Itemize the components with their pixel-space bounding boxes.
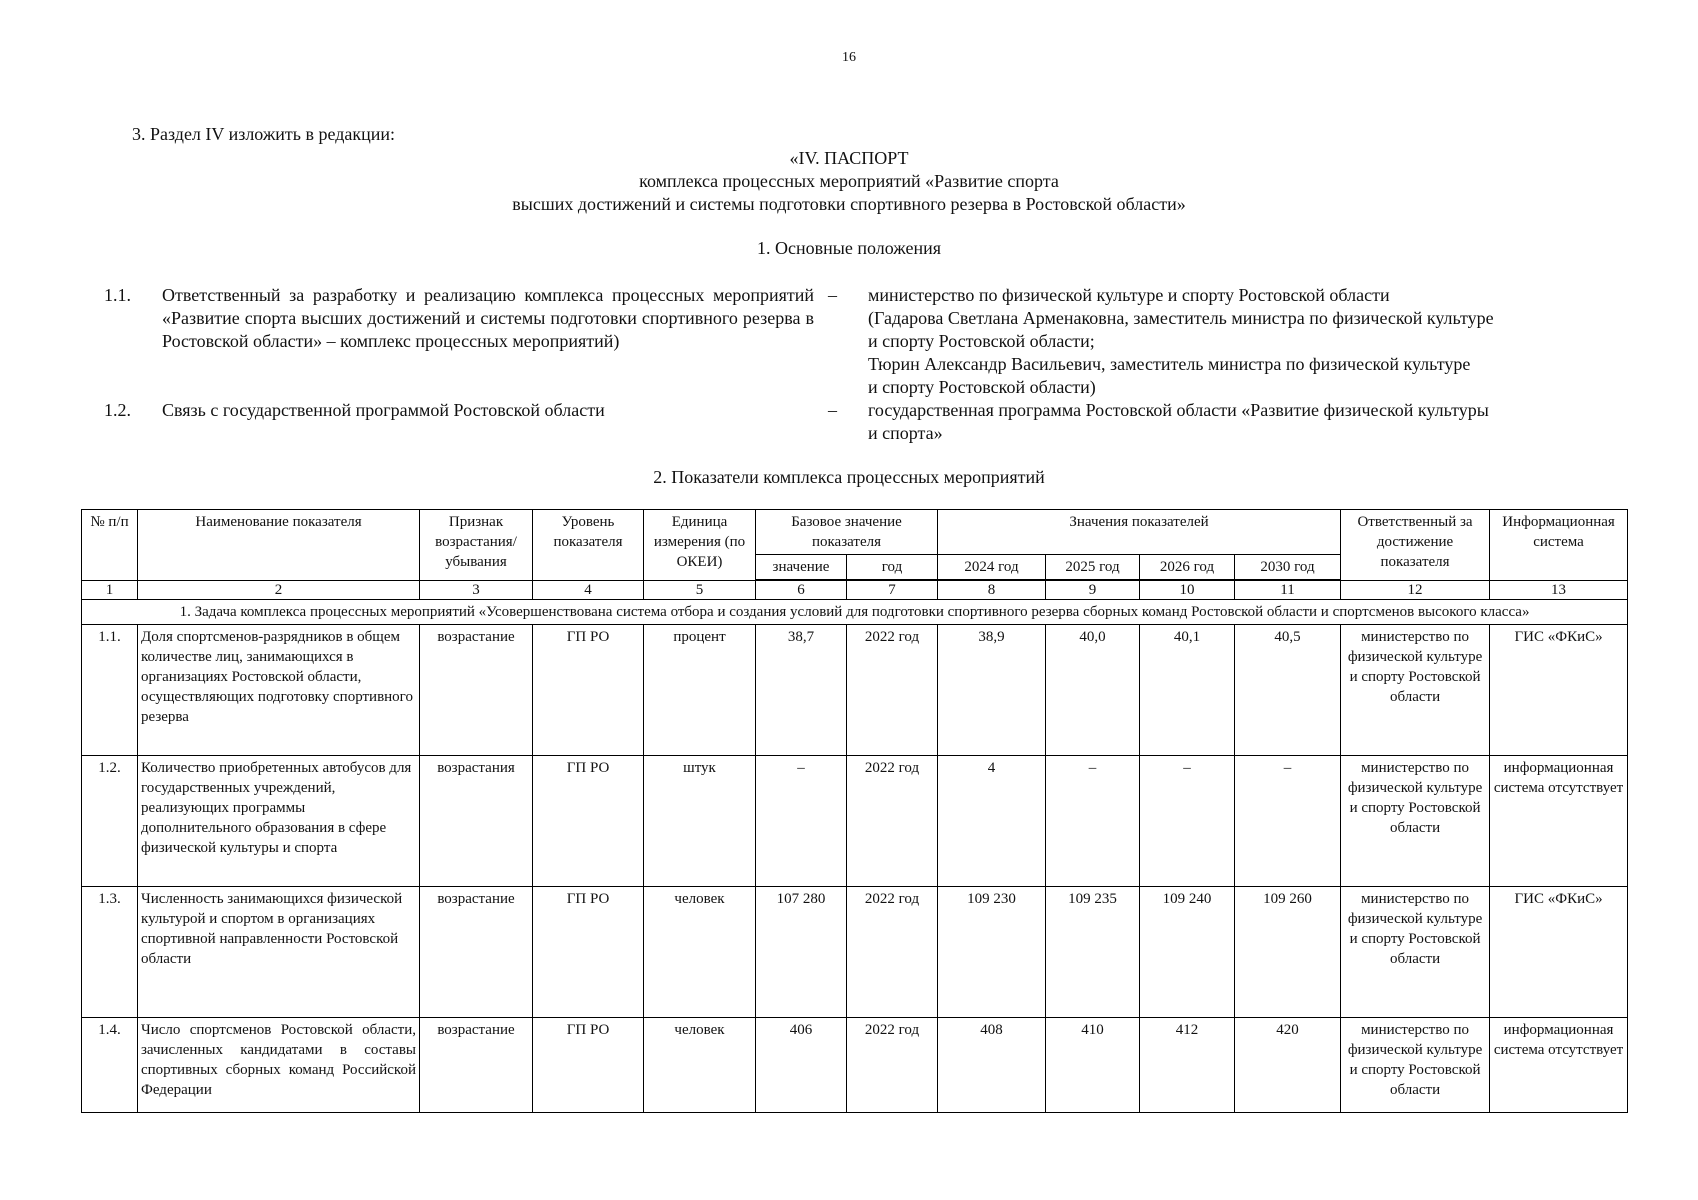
value-2025: 109 235 [1046, 887, 1140, 1018]
col-header-2024: 2024 год [938, 555, 1046, 581]
info-system: ГИС «ФКиС» [1490, 625, 1628, 756]
value-2026: 40,1 [1140, 625, 1235, 756]
value-2025: 410 [1046, 1018, 1140, 1113]
base-value: 38,7 [756, 625, 847, 756]
provision-number: 1.2. [104, 400, 131, 420]
section-1-title: 1. Основные положения [757, 238, 941, 258]
base-value: 107 280 [756, 887, 847, 1018]
value-2026: 109 240 [1140, 887, 1235, 1018]
task-title: 1. Задача комплекса процессных мероприятий «Усовершенствована система отбора и создания условий для подготовки спортивного резерва сборных команд Ростовской области и спортсменов высокого класса» [82, 600, 1628, 625]
provision-value [868, 284, 1588, 399]
responsible: министерство по физической культуре и спорту Ростовской области [1341, 1018, 1490, 1113]
table-row [82, 887, 1628, 1018]
indicator-level: ГП РО [533, 756, 644, 887]
page-number: 16 [842, 50, 856, 65]
section-2-title: 2. Показатели комплекса процессных мероприятий [653, 467, 1045, 487]
row-num: 1.3. [82, 887, 138, 1018]
provision-value-line: и спорта» [868, 423, 943, 443]
indicator-name: Число спортсменов Ростовской области, зачисленных кандидатами в составы спортивных сборных команд Российской Федерации [138, 1018, 420, 1113]
column-number: 1 [82, 580, 138, 600]
title-line: высших достижений и системы подготовки спортивного резерва в Ростовской области» [512, 194, 1186, 214]
indicator-sign: возрастание [420, 625, 533, 756]
indicator-name: Количество приобретенных автобусов для государственных учреждений, реализующих программы дополнительного образования в сфере физической культуры и спорта [138, 756, 420, 887]
col-header-2026: 2026 год [1140, 555, 1235, 581]
provision-dash: – [828, 285, 837, 305]
indicator-sign: возрастание [420, 1018, 533, 1113]
column-number: 10 [1140, 580, 1235, 600]
value-2030: 420 [1235, 1018, 1341, 1113]
info-system: информационная система отсутствует [1490, 1018, 1628, 1113]
indicator-name: Численность занимающихся физической культурой и спортом в организациях спортивной направленности Ростовской области [138, 887, 420, 1018]
col-header-values: Значения показателей [938, 510, 1341, 555]
col-header-num: № п/п [82, 510, 138, 581]
indicators-table [81, 509, 1628, 1113]
column-number: 4 [533, 580, 644, 600]
indicator-sign: возрастания [420, 756, 533, 887]
provision-value-line: Тюрин Александр Васильевич, заместитель министра по физической культуре [868, 354, 1471, 374]
provision-value-line: и спорту Ростовской области) [868, 377, 1096, 397]
provision-label: Ответственный за разработку и реализацию комплекса процессных мероприятий «Развитие спорта высших достижений и системы подготовки спортивного резерва в Ростовской области» – комплекс процессных мероприятий) [162, 285, 814, 351]
column-number: 12 [1341, 580, 1490, 600]
indicator-unit: человек [644, 1018, 756, 1113]
responsible: министерство по физической культуре и спорту Ростовской области [1341, 625, 1490, 756]
col-header-responsible: Ответственный за достижение показателя [1341, 510, 1490, 581]
value-2024: 38,9 [938, 625, 1046, 756]
col-header-sign: Признак возрастания/ убывания [420, 510, 533, 581]
base-year: 2022 год [847, 887, 938, 1018]
base-year: 2022 год [847, 1018, 938, 1113]
provision-label: Связь с государственной программой Ростовской области [162, 400, 605, 420]
column-number-row [82, 580, 1628, 600]
provision-value-line: министерство по физической культуре и спорту Ростовской области [868, 285, 1390, 305]
base-value: – [756, 756, 847, 887]
column-number: 5 [644, 580, 756, 600]
value-2025: – [1046, 756, 1140, 887]
table-row [82, 625, 1628, 756]
responsible: министерство по физической культуре и спорту Ростовской области [1341, 887, 1490, 1018]
column-number: 7 [847, 580, 938, 600]
provision-number: 1.1. [104, 285, 131, 305]
indicator-level: ГП РО [533, 625, 644, 756]
col-header-2030: 2030 год [1235, 555, 1341, 581]
column-number: 13 [1490, 580, 1628, 600]
column-number: 8 [938, 580, 1046, 600]
provision-value [868, 399, 1588, 445]
row-num: 1.1. [82, 625, 138, 756]
indicator-name: Доля спортсменов-разрядников в общем количестве лиц, занимающихся в организациях Ростовской области, осуществляющих подготовку спортивного резерва [138, 625, 420, 756]
col-header-system: Информационная система [1490, 510, 1628, 581]
value-2024: 4 [938, 756, 1046, 887]
value-2026: – [1140, 756, 1235, 887]
value-2026: 412 [1140, 1018, 1235, 1113]
row-num: 1.2. [82, 756, 138, 887]
col-header-2025: 2025 год [1046, 555, 1140, 581]
value-2030: – [1235, 756, 1341, 887]
indicator-level: ГП РО [533, 1018, 644, 1113]
base-value: 406 [756, 1018, 847, 1113]
value-2030: 109 260 [1235, 887, 1341, 1018]
provision-value-line: и спорту Ростовской области; [868, 331, 1095, 351]
value-2030: 40,5 [1235, 625, 1341, 756]
col-header-base-value: значение [756, 555, 847, 581]
base-year: 2022 год [847, 625, 938, 756]
indicator-unit: штук [644, 756, 756, 887]
column-number: 6 [756, 580, 847, 600]
header-row [82, 510, 1628, 555]
table-row [82, 1018, 1628, 1113]
row-num: 1.4. [82, 1018, 138, 1113]
intro-text: 3. Раздел IV изложить в редакции: [132, 124, 396, 144]
indicator-sign: возрастание [420, 887, 533, 1018]
col-header-level: Уровень показателя [533, 510, 644, 581]
info-system: ГИС «ФКиС» [1490, 887, 1628, 1018]
indicator-level: ГП РО [533, 887, 644, 1018]
base-year: 2022 год [847, 756, 938, 887]
value-2024: 109 230 [938, 887, 1046, 1018]
table-row [82, 756, 1628, 887]
value-2025: 40,0 [1046, 625, 1140, 756]
task-row [82, 600, 1628, 625]
col-header-unit: Единица измерения (по ОКЕИ) [644, 510, 756, 581]
column-number: 2 [138, 580, 420, 600]
value-2024: 408 [938, 1018, 1046, 1113]
title-line: «IV. ПАСПОРТ [789, 148, 909, 168]
column-number: 11 [1235, 580, 1341, 600]
title-line: комплекса процессных мероприятий «Развитие спорта [639, 171, 1059, 191]
col-header-base-year: год [847, 555, 938, 581]
responsible: министерство по физической культуре и спорту Ростовской области [1341, 756, 1490, 887]
column-number: 3 [420, 580, 533, 600]
indicator-unit: человек [644, 887, 756, 1018]
column-number: 9 [1046, 580, 1140, 600]
indicator-unit: процент [644, 625, 756, 756]
provision-value-line: (Гадарова Светлана Арменаковна, заместитель министра по физической культуре [868, 308, 1494, 328]
provision-value-line: государственная программа Ростовской области «Развитие физической культуры [868, 400, 1489, 420]
passport-title [0, 147, 1698, 216]
col-header-base: Базовое значение показателя [756, 510, 938, 555]
info-system: информационная система отсутствует [1490, 756, 1628, 887]
provision-dash: – [828, 400, 837, 420]
col-header-name: Наименование показателя [138, 510, 420, 581]
